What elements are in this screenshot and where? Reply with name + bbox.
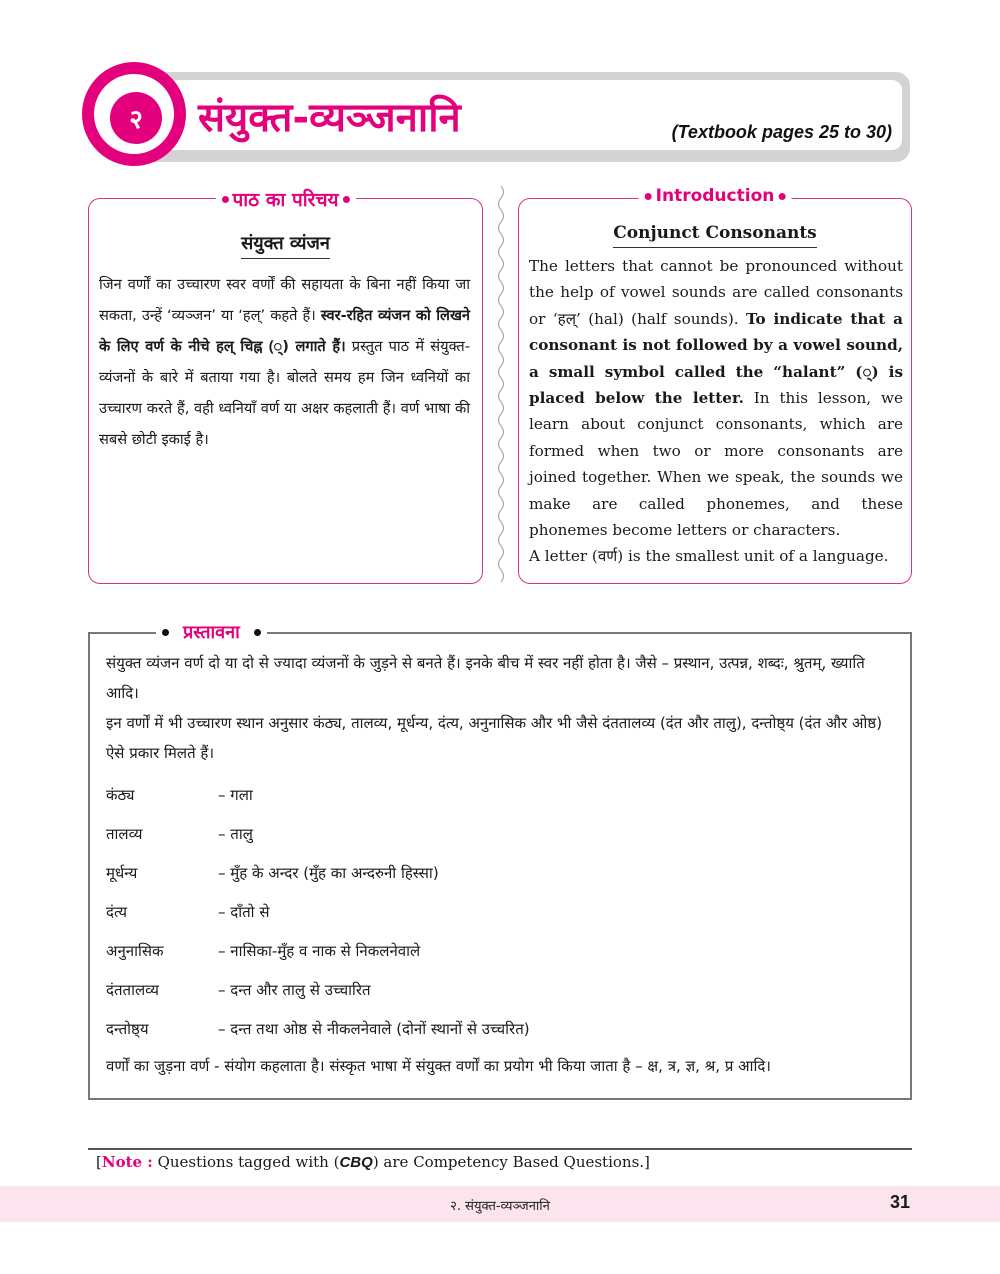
intro-hindi-box — [88, 189, 483, 584]
intro-english-last-line: A letter (वर्ण) is the smallest unit of a language. — [529, 547, 889, 566]
prastavana-label-wrap — [156, 620, 267, 644]
bullet-dot-icon — [254, 629, 261, 636]
note-text-2: ) are Competency Based Questions.] — [372, 1153, 650, 1171]
bullet-dot-icon — [778, 193, 785, 200]
wavy-divider-icon — [494, 186, 508, 588]
term-meaning: – दन्त और तालु से उच्चारित — [218, 981, 371, 999]
chapter-title: संयुक्त-व्यञ्जनानि — [198, 95, 461, 141]
prastavana-body — [90, 634, 910, 1083]
term-meaning: – नासिका-मुँह व नाक से निकलनेवाले — [218, 942, 421, 960]
term-row — [106, 776, 894, 815]
term-name: कंठ्य — [106, 786, 135, 804]
note-text-1: Questions tagged with ( — [152, 1153, 340, 1171]
note-divider — [88, 1148, 912, 1150]
term-name: तालव्य — [106, 825, 143, 843]
intro-english-heading: Conjunct Consonants — [613, 223, 817, 248]
term-name: दंत्य — [106, 903, 128, 921]
intro-english-heading-wrap — [519, 223, 911, 243]
textbook-pages-note: (Textbook pages 25 to 30) — [671, 122, 892, 142]
term-name: दंततालव्य — [106, 981, 159, 999]
cbq-note — [96, 1153, 650, 1171]
intro-hindi-label: पाठ का परिचय — [232, 189, 339, 211]
intro-hindi-text-1: जिन वर्णों का उच्चारण स्वर वर्णों की सहायता के बिना नहीं किया जा सकता, उन्हें ‘व्यञ्जन’ या ‘हल्’ कहते हैं। — [99, 276, 470, 324]
intro-hindi-heading-wrap — [89, 231, 482, 255]
term-meaning: – गला — [218, 786, 253, 804]
bullet-dot-icon — [645, 193, 652, 200]
bullet-dot-icon — [162, 629, 169, 636]
prastavana-box — [88, 622, 912, 1100]
term-name: दन्तोष्ठ्य — [106, 1020, 149, 1038]
chapter-number-badge: २ — [110, 92, 162, 144]
intro-english-label-wrap — [639, 186, 792, 206]
prastavana-final: वर्णों का जुड़ना वर्ण - संयोग कहलाता है। संस्कृत भाषा में संयुक्त वर्णों का प्रयोग भी किया जाता है – क्ष, त्र, ज्ञ, श्र, प्र आदि। — [106, 1057, 771, 1075]
footer-chapter-title: २. संयुक्त-व्यञ्जनानि — [450, 1199, 550, 1214]
intro-english-label: Introduction — [655, 186, 775, 206]
note-label: Note : — [101, 1153, 153, 1171]
intro-hindi-heading: संयुक्त व्यंजन — [241, 233, 330, 259]
bullet-dot-icon — [343, 196, 350, 203]
term-name: मूर्धन्य — [106, 864, 138, 882]
prastavana-label: प्रस्तावना — [183, 622, 240, 643]
term-meaning: – दन्त तथा ओष्ठ से नीकलनेवाले (दोनों स्थानों से उच्चरित) — [218, 1020, 530, 1038]
intro-english-text-2: In this lesson, we learn about conjunct consonants, which are formed when two or more consonants are joined together. When we speak, the sounds we make are called phonemes, and these phonemes become letters or characters. — [529, 389, 903, 540]
intro-english-text-bold: To indicate that a consonant is not followed by a vowel sound, a small symbol called the “halant” (्) is placed below the letter. — [529, 309, 903, 408]
term-meaning: – मुँह के अन्दर (मुँह का अन्दरुनी हिस्सा) — [218, 864, 439, 882]
prastavana-para-2: इन वर्णों में भी उच्चारण स्थान अनुसार कंठ्य, तालव्य, मूर्धन्य, दंत्य, अनुनासिक और भी जैसे दंततालव्य (दंत और तालु), दन्तोष्ठ्य (दंत और ओष्ठ) ऐसे प्रकार मिलते हैं। — [106, 714, 883, 762]
bullet-dot-icon — [221, 196, 228, 203]
intro-hindi-paragraph — [89, 269, 482, 455]
term-row — [106, 854, 894, 893]
term-row — [106, 893, 894, 932]
term-row — [106, 1010, 894, 1049]
intro-hindi-text-2: प्रस्तुत पाठ में संयुक्त-व्यंजनों के बारे में बताया गया है। बोलते समय हम जिन ध्वनियों का उच्चारण करते हैं, वही ध्वनियाँ वर्ण या अक्षर कहलाती हैं। वर्ण भाषा की सबसे छोटी इकाई है। — [99, 338, 470, 448]
intro-english-box — [518, 186, 912, 584]
intro-hindi-label-wrap — [215, 186, 355, 212]
term-meaning: – दाँतो से — [218, 903, 270, 921]
term-row — [106, 932, 894, 971]
term-row — [106, 815, 894, 854]
note-open-bracket: [ — [96, 1153, 102, 1171]
term-meaning: – तालु — [218, 825, 253, 843]
prastavana-para-1: संयुक्त व्यंजन वर्ण दो या दो से ज्यादा व्यंजनों के जुड़ने से बनते हैं। इनके बीच में स्वर नहीं होता है। जैसे – प्रस्थान, उत्पन्न, शब्दः, श्रुतम्, ख्याति आदि। — [106, 654, 865, 702]
page-number: 31 — [889, 1192, 910, 1212]
term-name: अनुनासिक — [106, 942, 164, 960]
intro-english-text-1: The letters that cannot be pronounced without the help of vowel sounds are called consonants or ‘हल्’ (hal) (half sounds). — [529, 257, 903, 328]
term-list — [106, 776, 894, 1049]
cbq-tag: CBQ — [339, 1154, 373, 1171]
term-row — [106, 971, 894, 1010]
intro-hindi-text-bold: स्वर-रहित व्यंजन को लिखने के लिए वर्ण के नीचे हल् चिह्न (्) लगाते हैं। — [99, 307, 470, 355]
intro-english-paragraph — [519, 253, 911, 543]
